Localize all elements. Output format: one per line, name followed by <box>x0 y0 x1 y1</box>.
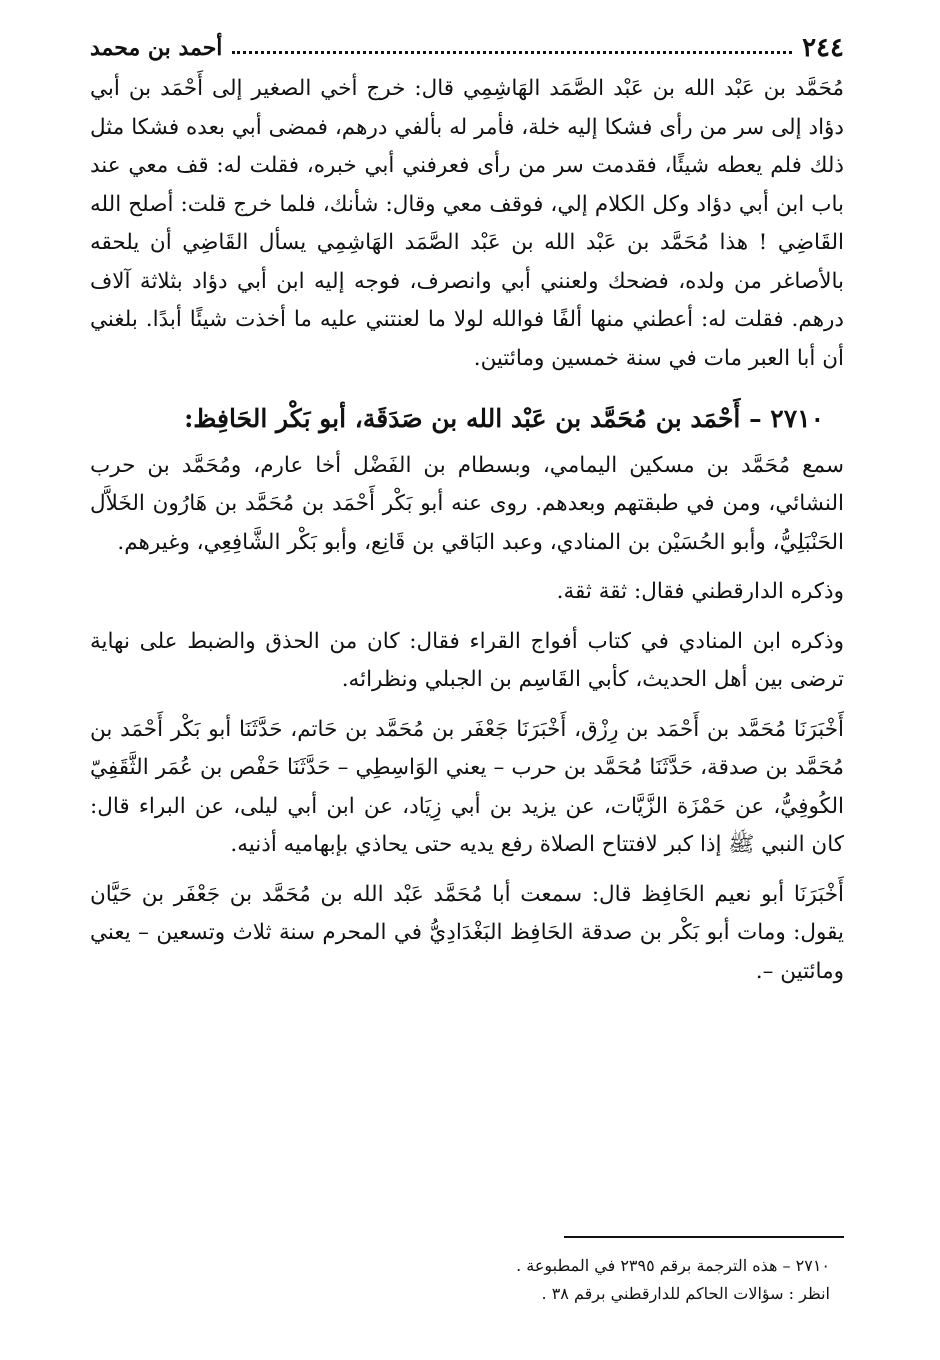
header-dotted-leader <box>232 51 792 54</box>
footnotes <box>130 1252 830 1308</box>
paragraph-previous-entry: مُحَمَّد بن عَبْد الله بن عَبْد الصَّمَد الهَاشِمِي قال: خرج أخي الصغير إلى أَحْمَد بن أبي دؤاد إلى سر من رأى فشكا إليه خلة، فأمر له بألفي درهم، فمضى أبي بعده فشكا مثل ذلك فلم يعطه شيئًا، فقدمت سر من رأى فعرفني أبي خبره، فقلت له: قف معي عند باب ابن أبي دؤاد وكل الكلام إلي، فوقف معي وقال: شأنك، فلما خرج قلت: أصلح الله القَاضِي ! هذا مُحَمَّد بن عَبْد الله بن عَبْد الصَّمَد الهَاشِمِي يسأل القَاضِي أن يلحقه بالأصاغر من ولده، فضحك ولعنني أبي وانصرف، فوجه إليه ابن أبي دؤاد بثلاثة آلاف درهم. فقلت له: أعطني منها ألفًا فوالله لولا ما لعنتني عليه ما أخذت شيئًا أبدًا. بلغني أن أبا العبر مات في سنة خمسين ومائتين. <box>90 76 844 371</box>
footnote-2: انظر : سؤالات الحاكم للدارقطني برقم ٣٨ . <box>541 1284 830 1303</box>
main-text <box>90 70 844 1002</box>
running-title: أحمد بن محمد <box>90 35 223 61</box>
paragraph-entry-5: أَخْبَرَنَا أبو نعيم الحَافِظ قال: سمعت أبا مُحَمَّد عَبْد الله بن مُحَمَّد بن جَعْفَر بن حَيَّان يقول: ومات أبو بَكْر بن صدقة الحَافِظ البَغْدَادِيُّ في المحرم سنة ثلاث وتسعين – يعني ومائتين –. <box>90 881 844 984</box>
page-number: ٢٤٤ <box>802 33 844 63</box>
paragraph-entry-4: أَخْبَرَنَا مُحَمَّد بن أَحْمَد بن رِزْق، أَخْبَرَنَا جَعْفَر بن مُحَمَّد بن حَاتم، حَدَّثَنَا أبو بَكْر أَحْمَد بن مُحَمَّد بن صدقة، حَدَّثَنَا مُحَمَّد بن حرب – يعني الوَاسِطِي – حَدَّثَنَا حَفْص بن عُمَر الثَّقَفِيّ الكُوفِيُّ، عن حَمْزَة الزَّيَّات، عن يزيد بن أبي زِيَاد، عن ابن أبي ليلى، عن البراء قال: كان النبي ﷺ إذا كبر لافتتاح الصلاة رفع يديه حتى يحاذي بإبهاميه أذنيه. <box>90 716 844 857</box>
paragraph-entry-1: سمع مُحَمَّد بن مسكين اليمامي، وبسطام بن الفَضْل أخا عارم، ومُحَمَّد بن حرب النشائي، ومن في طبقتهم وبعدهم. روى عنه أبو بَكْر أَحْمَد بن مُحَمَّد بن هَارُون الخَلاَّل الحَنْبَلِيُّ، وأبو الحُسَيْن بن المنادي، وعبد البَاقي بن قَانِع، وأبو بَكْر الشَّافِعِي، وغيرهم. <box>90 452 844 555</box>
paragraph-entry-2: وذكره الدارقطني فقال: ثقة ثقة. <box>556 579 844 604</box>
entry-title: ٢٧١٠ – أَحْمَد بن مُحَمَّد بن عَبْد الله بن صَدَقَة، أبو بَكْر الحَافِظ: <box>184 404 824 433</box>
paragraph-entry-3: وذكره ابن المنادي في كتاب أفواج القراء فقال: كان من الحذق والضبط على نهاية ترضى بين أهل الحديث، كأبي القَاسِم بن الجبلي ونظرائه. <box>90 628 844 692</box>
page-header <box>90 28 844 68</box>
footnote-1: ٢٧١٠ – هذه الترجمة برقم ٢٣٩٥ في المطبوعة . <box>516 1256 830 1275</box>
footnote-divider <box>564 1236 844 1238</box>
